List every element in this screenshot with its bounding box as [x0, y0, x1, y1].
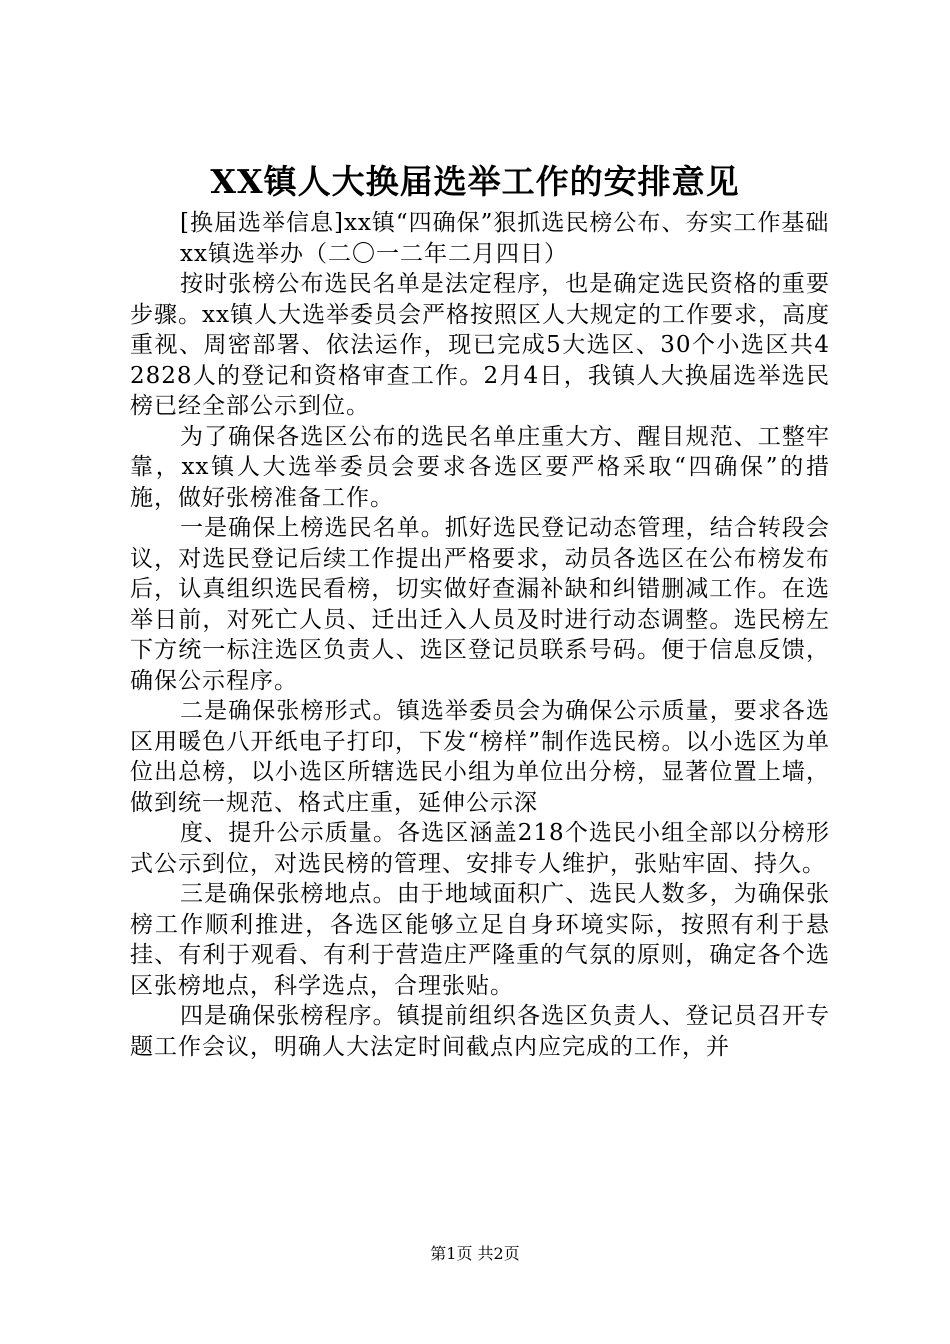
paragraph-measures: 为了确保各选区公布的选民名单庄重大方、醒目规范、工整牢靠，xx镇人大选举委员会要求各选区要严格采取“四确保”的措施，做好张榜准备工作。: [130, 423, 830, 511]
paragraph-point-four: 四是确保张榜程序。镇提前组织各选区负责人、登记员召开专题工作会议，明确人大法定时间截点内应完成的工作，并: [130, 1003, 830, 1060]
document-title: XX镇人大换届选举工作的安排意见: [210, 162, 740, 201]
paragraph-point-two-continued: 度、提升公示质量。各选区涵盖218个选民小组全部以分榜形式公示到位，对选民榜的管理、安排专人维护，张贴牢固、持久。: [130, 820, 830, 877]
paragraph-headline: [换届选举信息]xx镇“四确保”狠抓选民榜公布、夯实工作基础: [180, 210, 830, 236]
paragraph-point-two: 二是确保张榜形式。镇选举委员会为确保公示质量，要求各选区用暖色八开纸电子打印，下发“榜样”制作选民榜。以小选区为单位出总榜，以小选区所辖选民小组为单位出分榜，显著位置上墙，做到统一规范、格式庄重，延伸公示深: [130, 698, 830, 816]
paragraph-intro: 按时张榜公布选民名单是法定程序，也是确定选民资格的重要步骤。xx镇人大选举委员会严格按照区人大规定的工作要求，高度重视、周密部署、依法运作，现已完成5大选区、30个小选区共42828人的登记和资格审查工作。2月4日，我镇人大换届选举选民榜已经全部公示到位。: [130, 271, 830, 419]
paragraph-byline: xx镇选举办（二〇一二年二月四日）: [180, 240, 568, 267]
document-body: [130, 208, 830, 1062]
paragraph-point-three: 三是确保张榜地点。由于地域面积广、选民人数多，为确保张榜工作顺利推进，各选区能够立足自身环境实际，按照有利于悬挂、有利于观看、有利于营造庄严隆重的气氛的原则，确定各个选区张榜地点，科学选点，合理张贴。: [130, 881, 830, 999]
page-footer: 第1页 共2页: [430, 1244, 520, 1263]
paragraph-point-one: 一是确保上榜选民名单。抓好选民登记动态管理，结合转段会议，对选民登记后续工作提出严格要求，动员各选区在公布榜发布后，认真组织选民看榜，切实做好查漏补缺和纠错删减工作。在选举日前，对死亡人员、迁出迁入人员及时进行动态调整。选民榜左下方统一标注选区负责人、选区登记员联系号码。便于信息反馈，确保公示程序。: [130, 515, 830, 694]
